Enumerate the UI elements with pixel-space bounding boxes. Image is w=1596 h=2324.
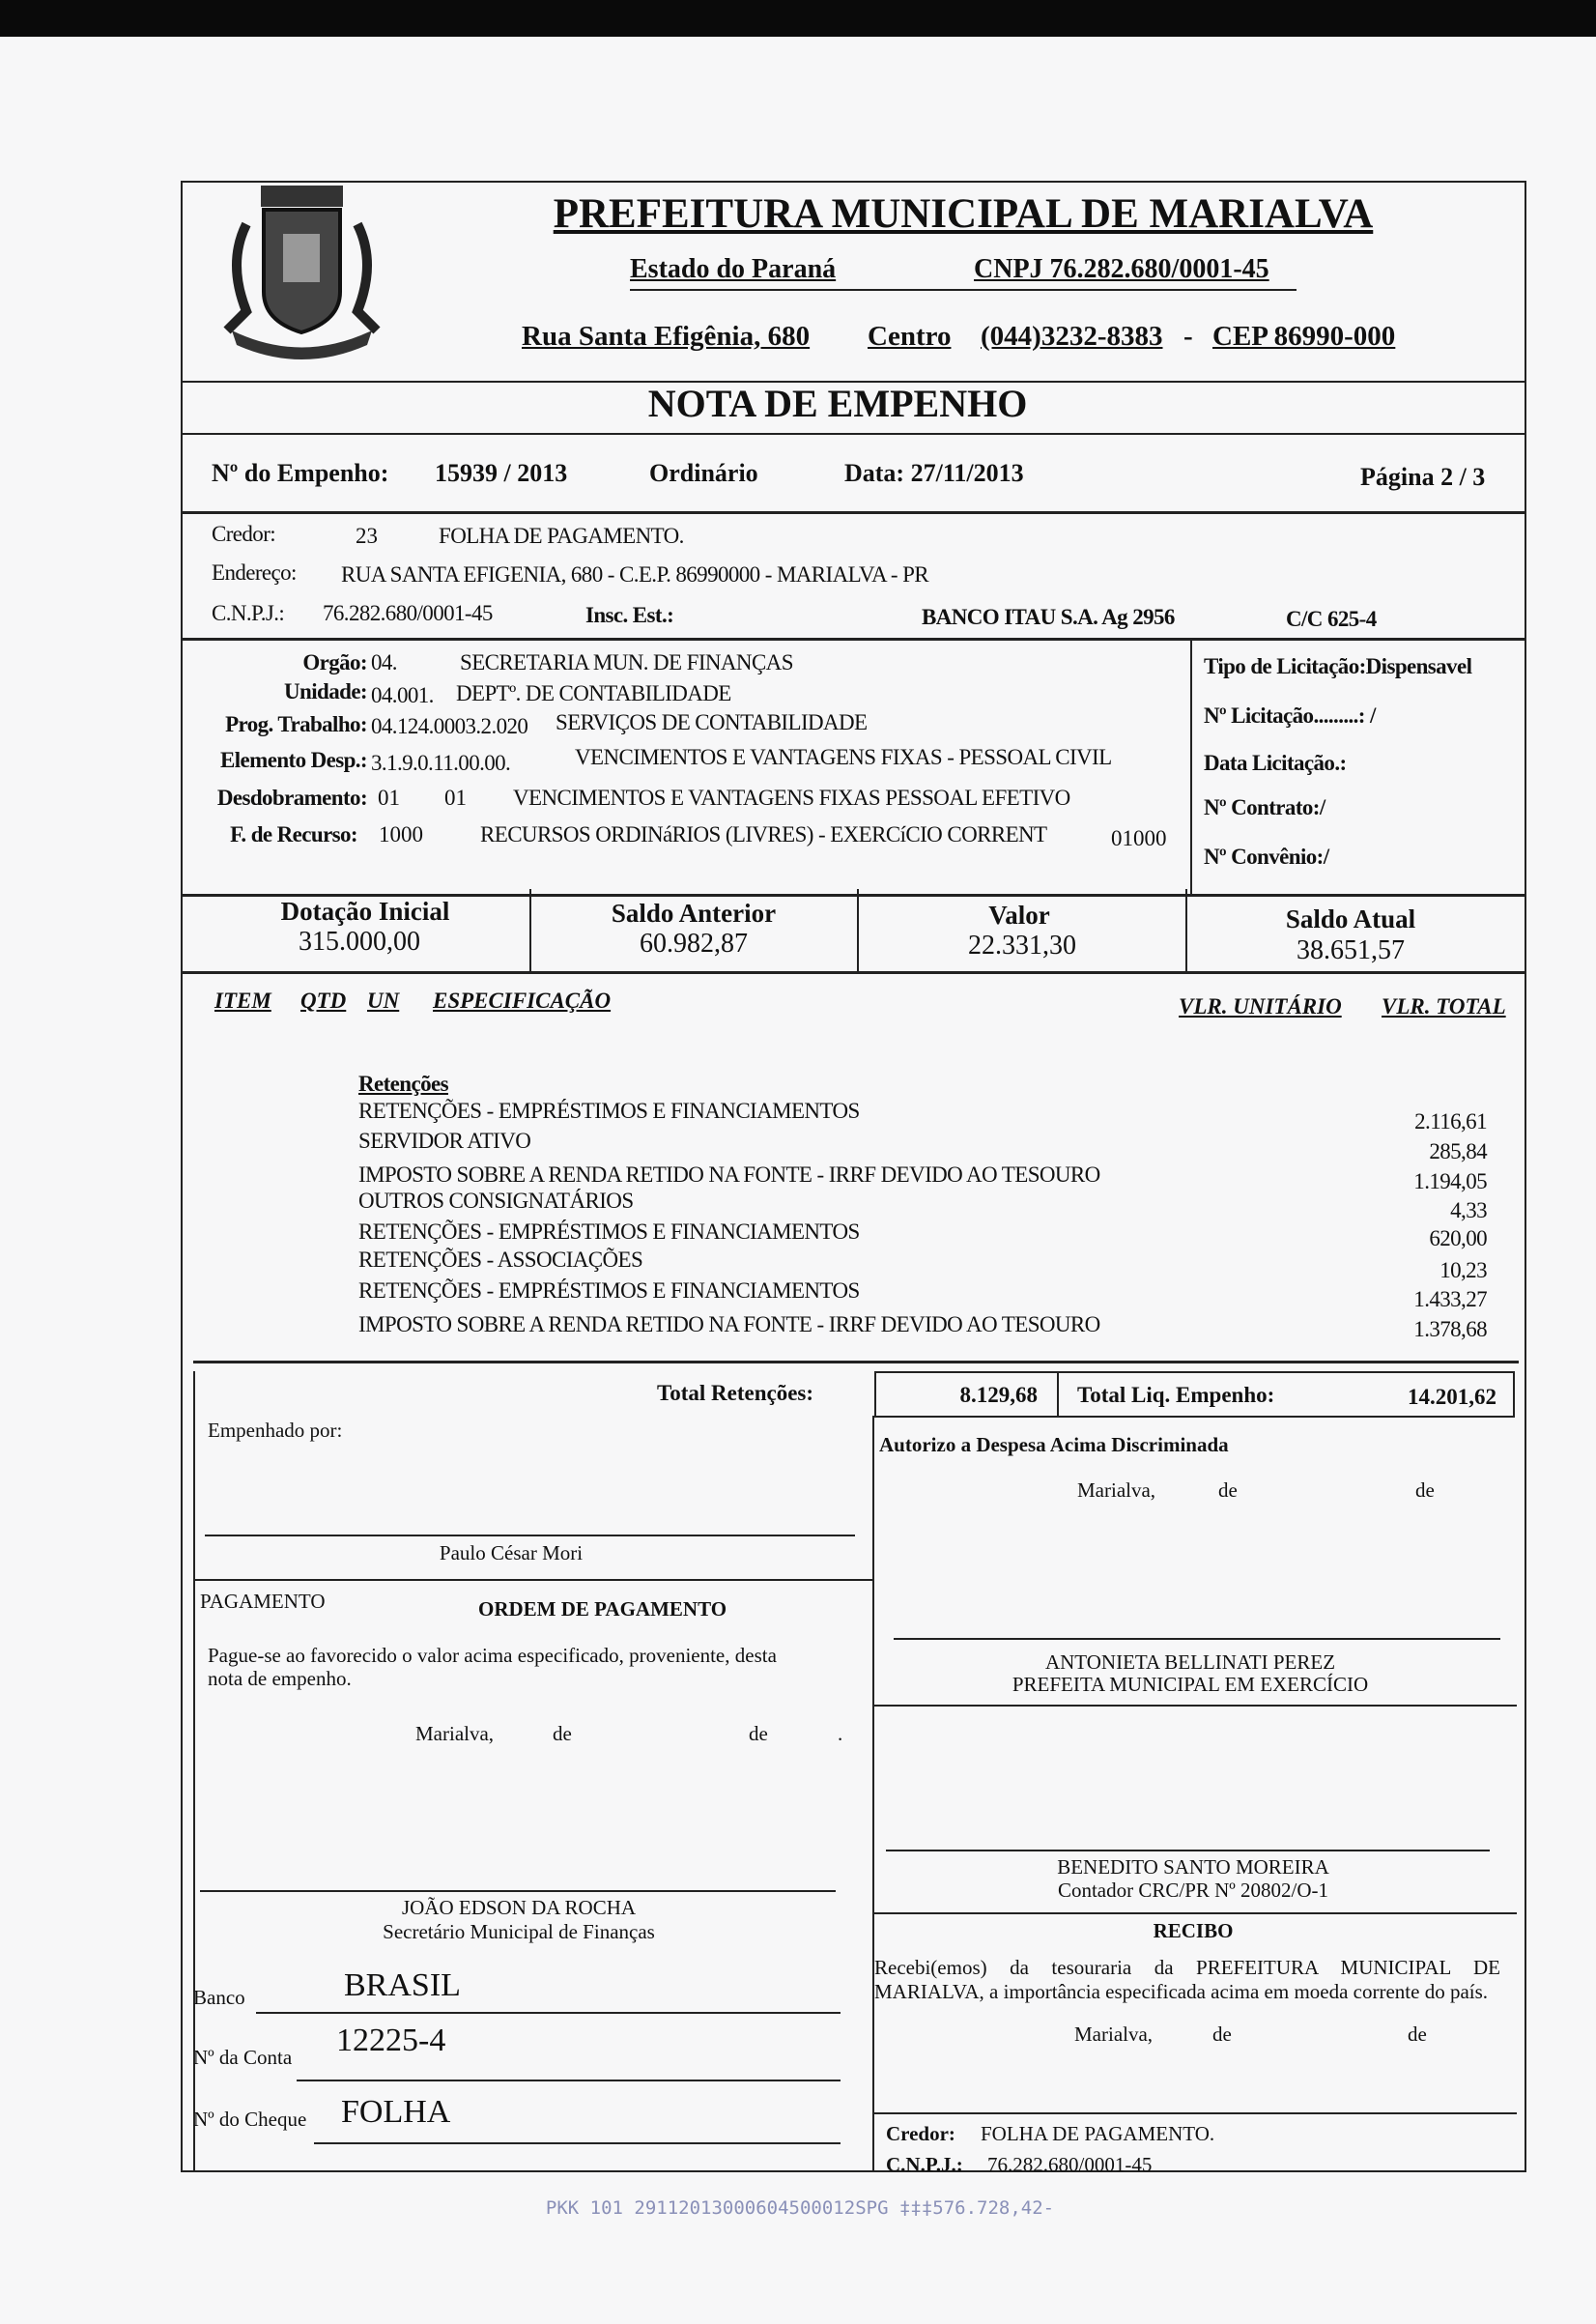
pagamento-text-1: Pague-se ao favorecido o valor acima especificado, proveniente, desta	[208, 1644, 777, 1667]
retencao-value: 1.433,27	[1413, 1287, 1487, 1311]
divider	[872, 1416, 874, 2171]
insc-est-label: Insc. Est.:	[585, 603, 674, 627]
recurso-code: 01000	[1111, 826, 1167, 850]
empenhado-por-name: Paulo César Mori	[439, 1541, 584, 1564]
saldo-anterior-label: Saldo Anterior	[611, 899, 777, 928]
divider	[181, 433, 1526, 435]
orgao-value: 04.	[371, 650, 397, 674]
prog-desc: SERVIÇOS DE CONTABILIDADE	[556, 710, 868, 734]
banco-label: Banco	[193, 1986, 245, 2009]
divider	[193, 1361, 1519, 1363]
empenho-number: 15939 / 2013	[435, 459, 568, 487]
divider	[181, 971, 1526, 974]
retencao-value: 1.378,68	[1413, 1317, 1487, 1341]
scan-top-border	[0, 0, 1596, 37]
pagamento-city: Marialva,	[415, 1722, 495, 1745]
header-phone: (044)3232-8383	[981, 321, 1163, 352]
bank-account: C/C 625-4	[1286, 607, 1377, 631]
cnpj-value: 76.282.680/0001-45	[323, 601, 493, 625]
elemento-label: Elemento Desp.:	[220, 748, 367, 772]
orgao-label: Orgão:	[302, 650, 367, 674]
signature-line	[200, 1890, 836, 1892]
orgao-desc: SECRETARIA MUN. DE FINANÇAS	[460, 650, 793, 674]
autorizo-city: Marialva,	[1077, 1478, 1156, 1502]
header-state: Estado do Paraná	[630, 254, 837, 284]
empenhado-por-label: Empenhado por:	[208, 1419, 343, 1442]
retencao-description: IMPOSTO SOBRE A RENDA RETIDO NA FONTE - IRRF DEVIDO AO TESOURO	[358, 1162, 1100, 1187]
page-number: Página 2 / 3	[1360, 463, 1486, 491]
retencao-description: SERVIDOR ATIVO	[358, 1129, 531, 1153]
divider	[872, 1705, 1517, 1707]
unidade-label: Unidade:	[284, 679, 367, 703]
recibo-de-1: de	[1212, 2023, 1232, 2046]
recibo-cnpj-label: C.N.P.J.:	[886, 2153, 963, 2176]
recibo-de-2: de	[1408, 2023, 1427, 2046]
signature-line	[894, 1638, 1500, 1640]
contador-name: BENEDITO SANTO MOREIRA	[1057, 1855, 1329, 1879]
col-valor-total: VLR. TOTAL	[1382, 994, 1506, 1019]
total-retencoes-value: 8.129,68	[959, 1383, 1038, 1407]
pagamento-label: PAGAMENTO	[200, 1590, 326, 1613]
credor-code: 23	[356, 524, 378, 548]
recurso-desc: RECURSOS ORDINáRIOS (LIVRES) - EXERCíCIO CORRENT	[480, 822, 1047, 846]
retencao-value: 1.194,05	[1413, 1169, 1487, 1193]
divider	[857, 889, 859, 971]
cheque-value: FOLHA	[341, 2094, 451, 2130]
recibo-text: Recebi(emos) da tesouraria da PREFEITURA MUNICIPAL DE MARIALVA, a importância especificada acima em moeda corrente do país.	[874, 1956, 1500, 2003]
elemento-desc: VENCIMENTOS E VANTAGENS FIXAS - PESSOAL CIVIL	[575, 745, 1112, 769]
unidade-value: 04.001.	[371, 683, 434, 707]
pagamento-de-2: de	[749, 1722, 768, 1745]
divider	[529, 889, 531, 971]
col-valor-unitario: VLR. UNITÁRIO	[1179, 994, 1342, 1019]
tipo-licitacao: Tipo de Licitação:Dispensavel	[1204, 654, 1472, 678]
autorizo-de-2: de	[1415, 1478, 1435, 1502]
numero-contrato: Nº Contrato:/	[1204, 795, 1325, 819]
dotacao-inicial-label: Dotação Inicial	[280, 897, 450, 926]
desdobramento-desc: VENCIMENTOS E VANTAGENS FIXAS PESSOAL EFETIVO	[513, 786, 1070, 810]
col-item: ITEM	[214, 989, 271, 1013]
prog-value: 04.124.0003.2.020	[371, 714, 528, 738]
saldo-atual-value: 38.651,57	[1297, 935, 1405, 965]
header-sep: -	[1183, 321, 1193, 352]
recibo-city: Marialva,	[1074, 2023, 1154, 2046]
numero-licitacao: Nº Licitação.........: /	[1204, 703, 1376, 728]
contador-title: Contador CRC/PR Nº 20802/O-1	[1057, 1879, 1329, 1902]
empenho-type: Ordinário	[649, 459, 758, 487]
authentication-stamp: PKK 101 29112013000604500012SPG ‡‡‡576.728,42-	[545, 2197, 1055, 2219]
retencao-value: 10,23	[1439, 1258, 1487, 1282]
conta-label: Nº da Conta	[193, 2046, 293, 2069]
prefeita-name: ANTONIETA BELLINATI PEREZ	[1044, 1650, 1336, 1674]
retencao-description: RETENÇÕES - EMPRÉSTIMOS E FINANCIAMENTOS	[358, 1219, 860, 1244]
desdobramento-b: 01	[444, 786, 467, 810]
field-line	[256, 2012, 841, 2014]
prog-label: Prog. Trabalho:	[225, 712, 367, 736]
empenho-label: Nº do Empenho:	[212, 459, 389, 487]
elemento-value: 3.1.9.0.11.00.00.	[371, 751, 511, 775]
col-un: UN	[367, 989, 400, 1013]
empenho-date: Data: 27/11/2013	[844, 459, 1024, 487]
dotacao-inicial-value: 315.000,00	[299, 927, 420, 957]
endereco-value: RUA SANTA EFIGENIA, 680 - C.E.P. 86990000 - MARIALVA - PR	[341, 562, 929, 587]
total-liquido-value: 14.201,62	[1408, 1385, 1496, 1409]
recibo-cnpj: 76.282.680/0001-45	[987, 2153, 1153, 2176]
recibo-title: RECIBO	[1153, 1919, 1234, 1942]
header-cep: CEP 86990-000	[1212, 321, 1396, 352]
banco-value: BRASIL	[344, 1967, 461, 2003]
endereco-label: Endereço:	[212, 560, 297, 585]
valor-label: Valor	[988, 901, 1050, 930]
numero-convenio: Nº Convênio:/	[1204, 845, 1329, 869]
recibo-credor-label: Credor:	[886, 2122, 955, 2145]
field-line	[314, 2142, 841, 2144]
divider	[181, 638, 1526, 641]
data-licitacao: Data Licitação.:	[1204, 751, 1347, 775]
total-retencoes-label: Total Retenções:	[657, 1381, 814, 1405]
secretario-title: Secretário Municipal de Finanças	[383, 1920, 655, 1943]
unidade-desc: DEPTº. DE CONTABILIDADE	[456, 681, 731, 705]
secretario-name: JOÃO EDSON DA ROCHA	[401, 1896, 637, 1919]
credor-name: FOLHA DE PAGAMENTO.	[439, 524, 684, 548]
document-title: NOTA DE EMPENHO	[647, 382, 1028, 425]
autorizo-de-1: de	[1218, 1478, 1238, 1502]
saldo-atual-label: Saldo Atual	[1285, 904, 1416, 933]
divider	[181, 511, 1526, 514]
cheque-label: Nº do Cheque	[193, 2108, 307, 2131]
header-cnpj: CNPJ 76.282.680/0001-45	[974, 254, 1269, 284]
pagamento-dot: .	[838, 1722, 843, 1745]
col-qtd: QTD	[300, 989, 347, 1013]
retencao-description: OUTROS CONSIGNATÁRIOS	[358, 1189, 634, 1213]
signature-line	[886, 1850, 1490, 1851]
saldo-anterior-value: 60.982,87	[640, 929, 748, 959]
signature-line	[205, 1535, 855, 1536]
desdobramento-a: 01	[378, 786, 400, 810]
retencao-value: 285,84	[1429, 1139, 1487, 1163]
retencoes-title: Retenções	[358, 1072, 448, 1096]
divider	[630, 289, 1297, 291]
autorizo-text: Autorizo a Despesa Acima Discriminada	[879, 1433, 1229, 1456]
retencao-description: RETENÇÕES - EMPRÉSTIMOS E FINANCIAMENTOS	[358, 1278, 860, 1303]
pagamento-text-2: nota de empenho.	[208, 1667, 352, 1690]
retencao-description: RETENÇÕES - ASSOCIAÇÕES	[358, 1248, 643, 1272]
divider	[1185, 889, 1187, 971]
retencao-value: 620,00	[1429, 1226, 1487, 1250]
conta-value: 12225-4	[336, 2023, 446, 2058]
divider	[1057, 1371, 1059, 1416]
municipal-crest-logo	[208, 166, 396, 364]
divider	[193, 1579, 872, 1581]
ordem-pagamento-title: ORDEM DE PAGAMENTO	[478, 1597, 727, 1621]
credor-label: Credor:	[212, 522, 276, 546]
recibo-credor: FOLHA DE PAGAMENTO.	[981, 2122, 1215, 2145]
cnpj-label: C.N.P.J.:	[212, 601, 285, 625]
desdobramento-label: Desdobramento:	[216, 786, 367, 810]
pagamento-de-1: de	[553, 1722, 572, 1745]
header-title: PREFEITURA MUNICIPAL DE MARIALVA	[553, 191, 1374, 237]
header-district: Centro	[868, 321, 952, 352]
bank-info: BANCO ITAU S.A. Ag 2956	[922, 605, 1175, 629]
recurso-value: 1000	[379, 822, 423, 846]
col-especificacao: ESPECIFICAÇÃO	[433, 989, 612, 1013]
total-liquido-label: Total Liq. Empenho:	[1077, 1383, 1275, 1407]
retencao-value: 2.116,61	[1414, 1109, 1487, 1133]
retencao-value: 4,33	[1450, 1198, 1487, 1222]
divider	[1190, 638, 1192, 894]
retencao-description: RETENÇÕES - EMPRÉSTIMOS E FINANCIAMENTOS	[358, 1099, 860, 1123]
signature-line	[872, 2112, 1517, 2114]
retencao-description: IMPOSTO SOBRE A RENDA RETIDO NA FONTE - IRRF DEVIDO AO TESOURO	[358, 1312, 1100, 1336]
valor-value: 22.331,30	[968, 931, 1076, 961]
header-address: Rua Santa Efigênia, 680	[522, 321, 811, 352]
prefeita-title: PREFEITA MUNICIPAL EM EXERCÍCIO	[1012, 1673, 1369, 1696]
divider	[872, 1912, 1517, 1914]
recurso-label: F. de Recurso:	[230, 822, 357, 846]
field-line	[297, 2080, 841, 2081]
